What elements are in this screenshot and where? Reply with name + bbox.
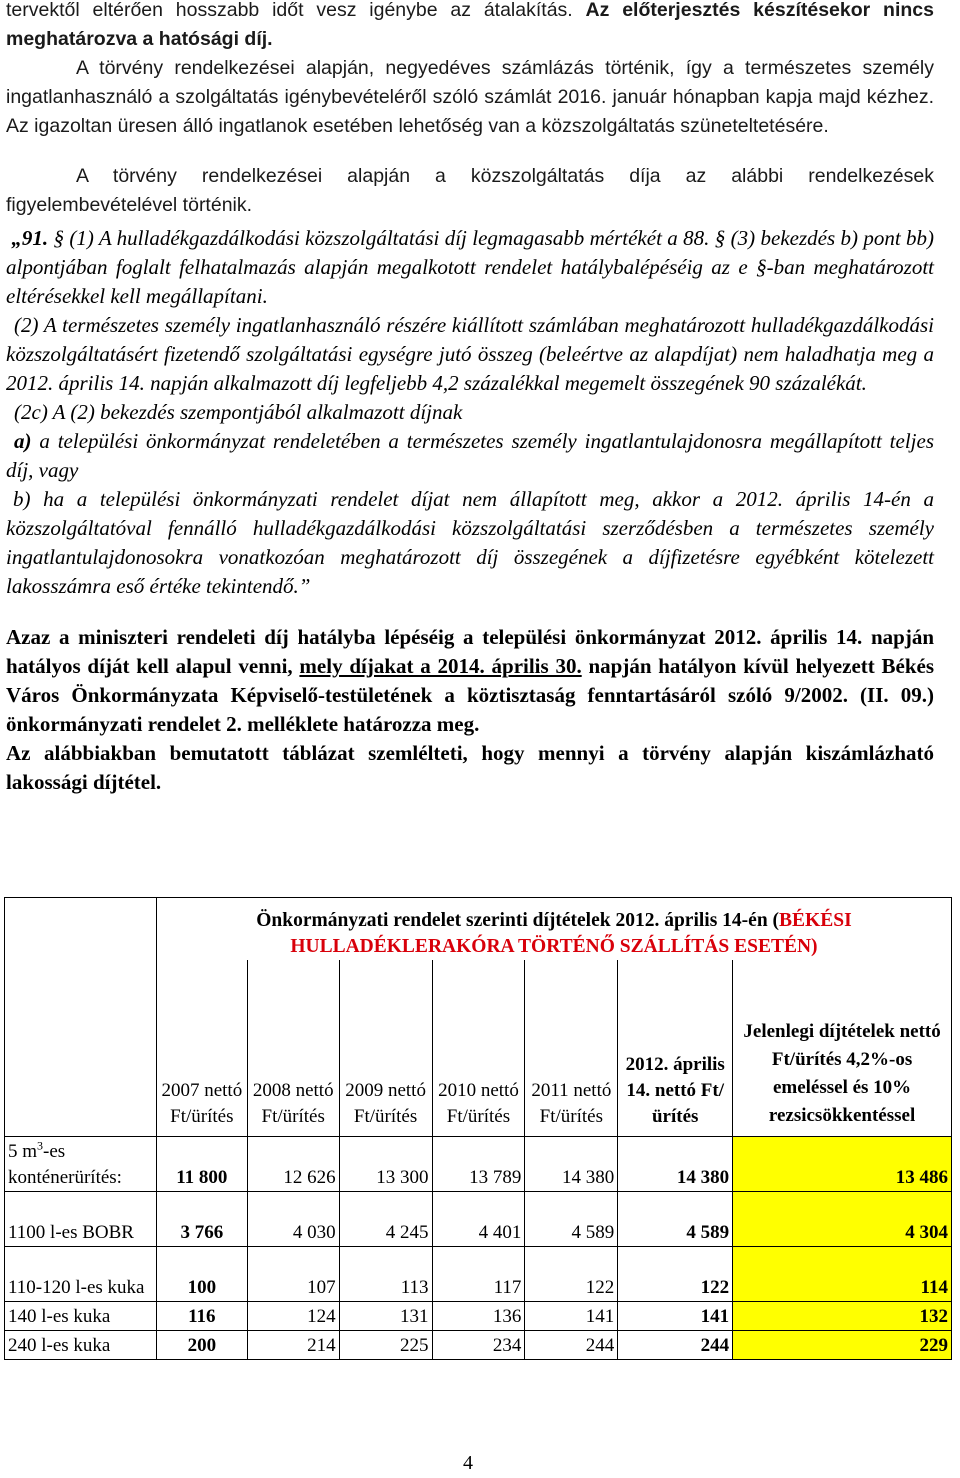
cell-2012: 141 <box>618 1302 733 1331</box>
cell-2009: 113 <box>339 1247 432 1302</box>
header-current: Jelenlegi díjtételek nettó Ft/ürítés 4,2%-os emeléssel és 10% rezsicsökkentéssel <box>733 960 952 1137</box>
quote-91-text-3: -ban meghatározott eltérésekkel kell megállapítani. <box>6 255 935 308</box>
cell-2010: 4 401 <box>432 1192 525 1247</box>
cell-2012: 4 589 <box>618 1192 733 1247</box>
table-caption <box>156 898 951 961</box>
table-header-label-cell <box>5 960 157 1137</box>
paragraph-quote-b: b) ha a települési önkormányzati rendelet díjat nem állapított meg, akkor a 2012. április 14-én a közszolgáltatóval fennálló hulladékgazdálkodási közszolgáltatási szerződésben a természetes személy ingatlantulajdonosokra vonatkozóan meghatározott díj összegének a díjfizetésre egyébként kötelezett lakosszámra eső értéke tekintendő.” <box>6 487 934 598</box>
cell-2009: 225 <box>339 1331 432 1360</box>
paragraph-billing <box>6 54 934 141</box>
cell-2011: 122 <box>525 1247 618 1302</box>
row-label: 1100 l-es BOBR <box>5 1192 157 1247</box>
cell-2008: 12 626 <box>247 1137 339 1192</box>
cell-2012: 122 <box>618 1247 733 1302</box>
cell-2010: 234 <box>432 1331 525 1360</box>
cell-2008: 124 <box>247 1302 339 1331</box>
header-2008: 2008 nettó Ft/ürítés <box>247 960 339 1137</box>
cell-2010: 117 <box>432 1247 525 1302</box>
quote-91-text-2: (3) bekezdés b) pont bb) alpontjában foglalt felhatalmazás alapján megalkotott rendelet hatálybalépéséig az e <box>6 226 935 279</box>
cell-2007: 11 800 <box>156 1137 247 1192</box>
header-2011: 2011 nettó Ft/ürítés <box>525 960 618 1137</box>
suspension-text: Az igazoltan üresen álló ingatlanok esetében lehetőség van a közszolgáltatás szüneteltetésére. <box>6 115 829 137</box>
caption-black: Önkormányzati rendelet szerinti díjtételek 2012. április 14-én ( <box>256 910 780 931</box>
cell-2010: 136 <box>432 1302 525 1331</box>
table-row <box>5 1302 952 1331</box>
row-label: 140 l-es kuka <box>5 1302 157 1331</box>
cell-2007: 3 766 <box>156 1192 247 1247</box>
header-2009: 2009 nettó Ft/ürítés <box>339 960 432 1137</box>
cell-2008: 4 030 <box>247 1192 339 1247</box>
paragraph-table-intro: Az alábbiakban bemutatott táblázat szemlélteti, hogy mennyi a törvény alapján kiszámlázható lakossági díjtétel. <box>6 741 934 794</box>
paragraph-quote-2: (2) A természetes személy ingatlanhasználó részére kiállított számlában meghatározott hulladékgazdálkodási közszolgáltatásért fizetendő szolgáltatási egységre jutó összeg (beleértve az alapdíjat) nem haladhatja meg a 2012. április 14. napján alkalmazott díj legfeljebb 4,2 százalékkal megemelt összegének 90 százalékát. <box>6 313 934 395</box>
intro-text: tervektől eltérően hosszabb időt vesz igénybe az átalakítás. <box>6 0 573 21</box>
paragraph-quote-a <box>6 427 934 485</box>
billing-text: A törvény rendelkezései alapján, negyedéves számlázás történik, így a természetes személy ingatlanhasználó a szolgáltatás igénybevételéről szóló számlát 2016. január hónapban kapja majd kézhez. <box>6 57 934 108</box>
cell-2011: 141 <box>525 1302 618 1331</box>
cell-2009: 4 245 <box>339 1192 432 1247</box>
quote-a-label: a) <box>14 429 32 453</box>
summary-text-b: napján hatályon kívül helyezett Békés Város Önkormányzata Képviselő-testületének a köztisztaság fenntartásáról szóló 9/2002. (II. 09.) önkormányzati rendelet 2. melléklete határozza meg. <box>6 654 935 736</box>
header-2012: 2012. április 14. nettó Ft/ürítés <box>618 960 733 1137</box>
table-row <box>5 1331 952 1360</box>
summary-text-a: Azaz a miniszteri rendeleti díj hatályba lépéséig a települési önkormányzat 2012. április 14. napján hatályos díját kell alapul venni, <box>6 625 934 678</box>
section-icon: § <box>714 226 726 250</box>
cell-2009: 131 <box>339 1302 432 1331</box>
caption-red: BÉKÉSI HULLADÉKLERAKÓRA TÖRTÉNŐ SZÁLLÍTÁS ESETÉN) <box>290 910 852 957</box>
paragraph-law-intro: A törvény rendelkezései alapján a közszolgáltatás díja az alábbi rendelkezések figyelembevételével történik. <box>6 165 934 216</box>
section-icon: § <box>53 226 64 250</box>
cell-current: 114 <box>733 1247 952 1302</box>
quote-91-text-1: (1) A hulladékgazdálkodási közszolgáltatási díj legmagasabb mértékét a 88. <box>69 226 710 250</box>
paragraph-summary <box>6 623 934 739</box>
paragraph-quote-2c: (2c) A (2) bekezdés szempontjából alkalmazott díjnak <box>14 400 463 424</box>
section-icon: § <box>756 255 767 279</box>
cell-2007: 200 <box>156 1331 247 1360</box>
row-label: 240 l-es kuka <box>5 1331 157 1360</box>
table-corner-cell <box>5 898 157 961</box>
cell-2011: 14 380 <box>525 1137 618 1192</box>
cell-2008: 214 <box>247 1331 339 1360</box>
summary-underlined: mely díjakat a 2014. április 30. <box>299 654 582 678</box>
cell-current: 13 486 <box>733 1137 952 1192</box>
cell-2012: 14 380 <box>618 1137 733 1192</box>
cell-2009: 13 300 <box>339 1137 432 1192</box>
cell-2012: 244 <box>618 1331 733 1360</box>
header-2010: 2010 nettó Ft/ürítés <box>432 960 525 1137</box>
table-row <box>5 1247 952 1302</box>
quote-a-text: a települési önkormányzat rendeletében a természetes személy ingatlantulajdonosra megállapított teljes díj, vagy <box>6 429 934 482</box>
document-page <box>6 0 934 797</box>
cell-2011: 244 <box>525 1331 618 1360</box>
cell-current: 4 304 <box>733 1192 952 1247</box>
table-row <box>5 1137 952 1192</box>
cell-2011: 4 589 <box>525 1192 618 1247</box>
intro-bold-text: Az előterjesztés készítésekor nincs meghatározva a hatósági díj. <box>6 0 934 50</box>
cell-2010: 13 789 <box>432 1137 525 1192</box>
page-number: 4 <box>463 1452 473 1474</box>
header-2007: 2007 nettó Ft/ürítés <box>156 960 247 1137</box>
cell-2008: 107 <box>247 1247 339 1302</box>
quote-91-number: „91. <box>11 226 49 250</box>
table-row <box>5 1192 952 1247</box>
paragraph-intro <box>6 0 934 54</box>
cell-2007: 100 <box>156 1247 247 1302</box>
row-label: 110-120 l-es kuka <box>5 1247 157 1302</box>
row-label: 5 $m^3-es$ konténerürítés: <box>5 1137 157 1192</box>
cell-current: 132 <box>733 1302 952 1331</box>
cell-current: 229 <box>733 1331 952 1360</box>
fee-table <box>4 897 952 1360</box>
cell-2007: 116 <box>156 1302 247 1331</box>
paragraph-quote-91 <box>6 224 934 311</box>
